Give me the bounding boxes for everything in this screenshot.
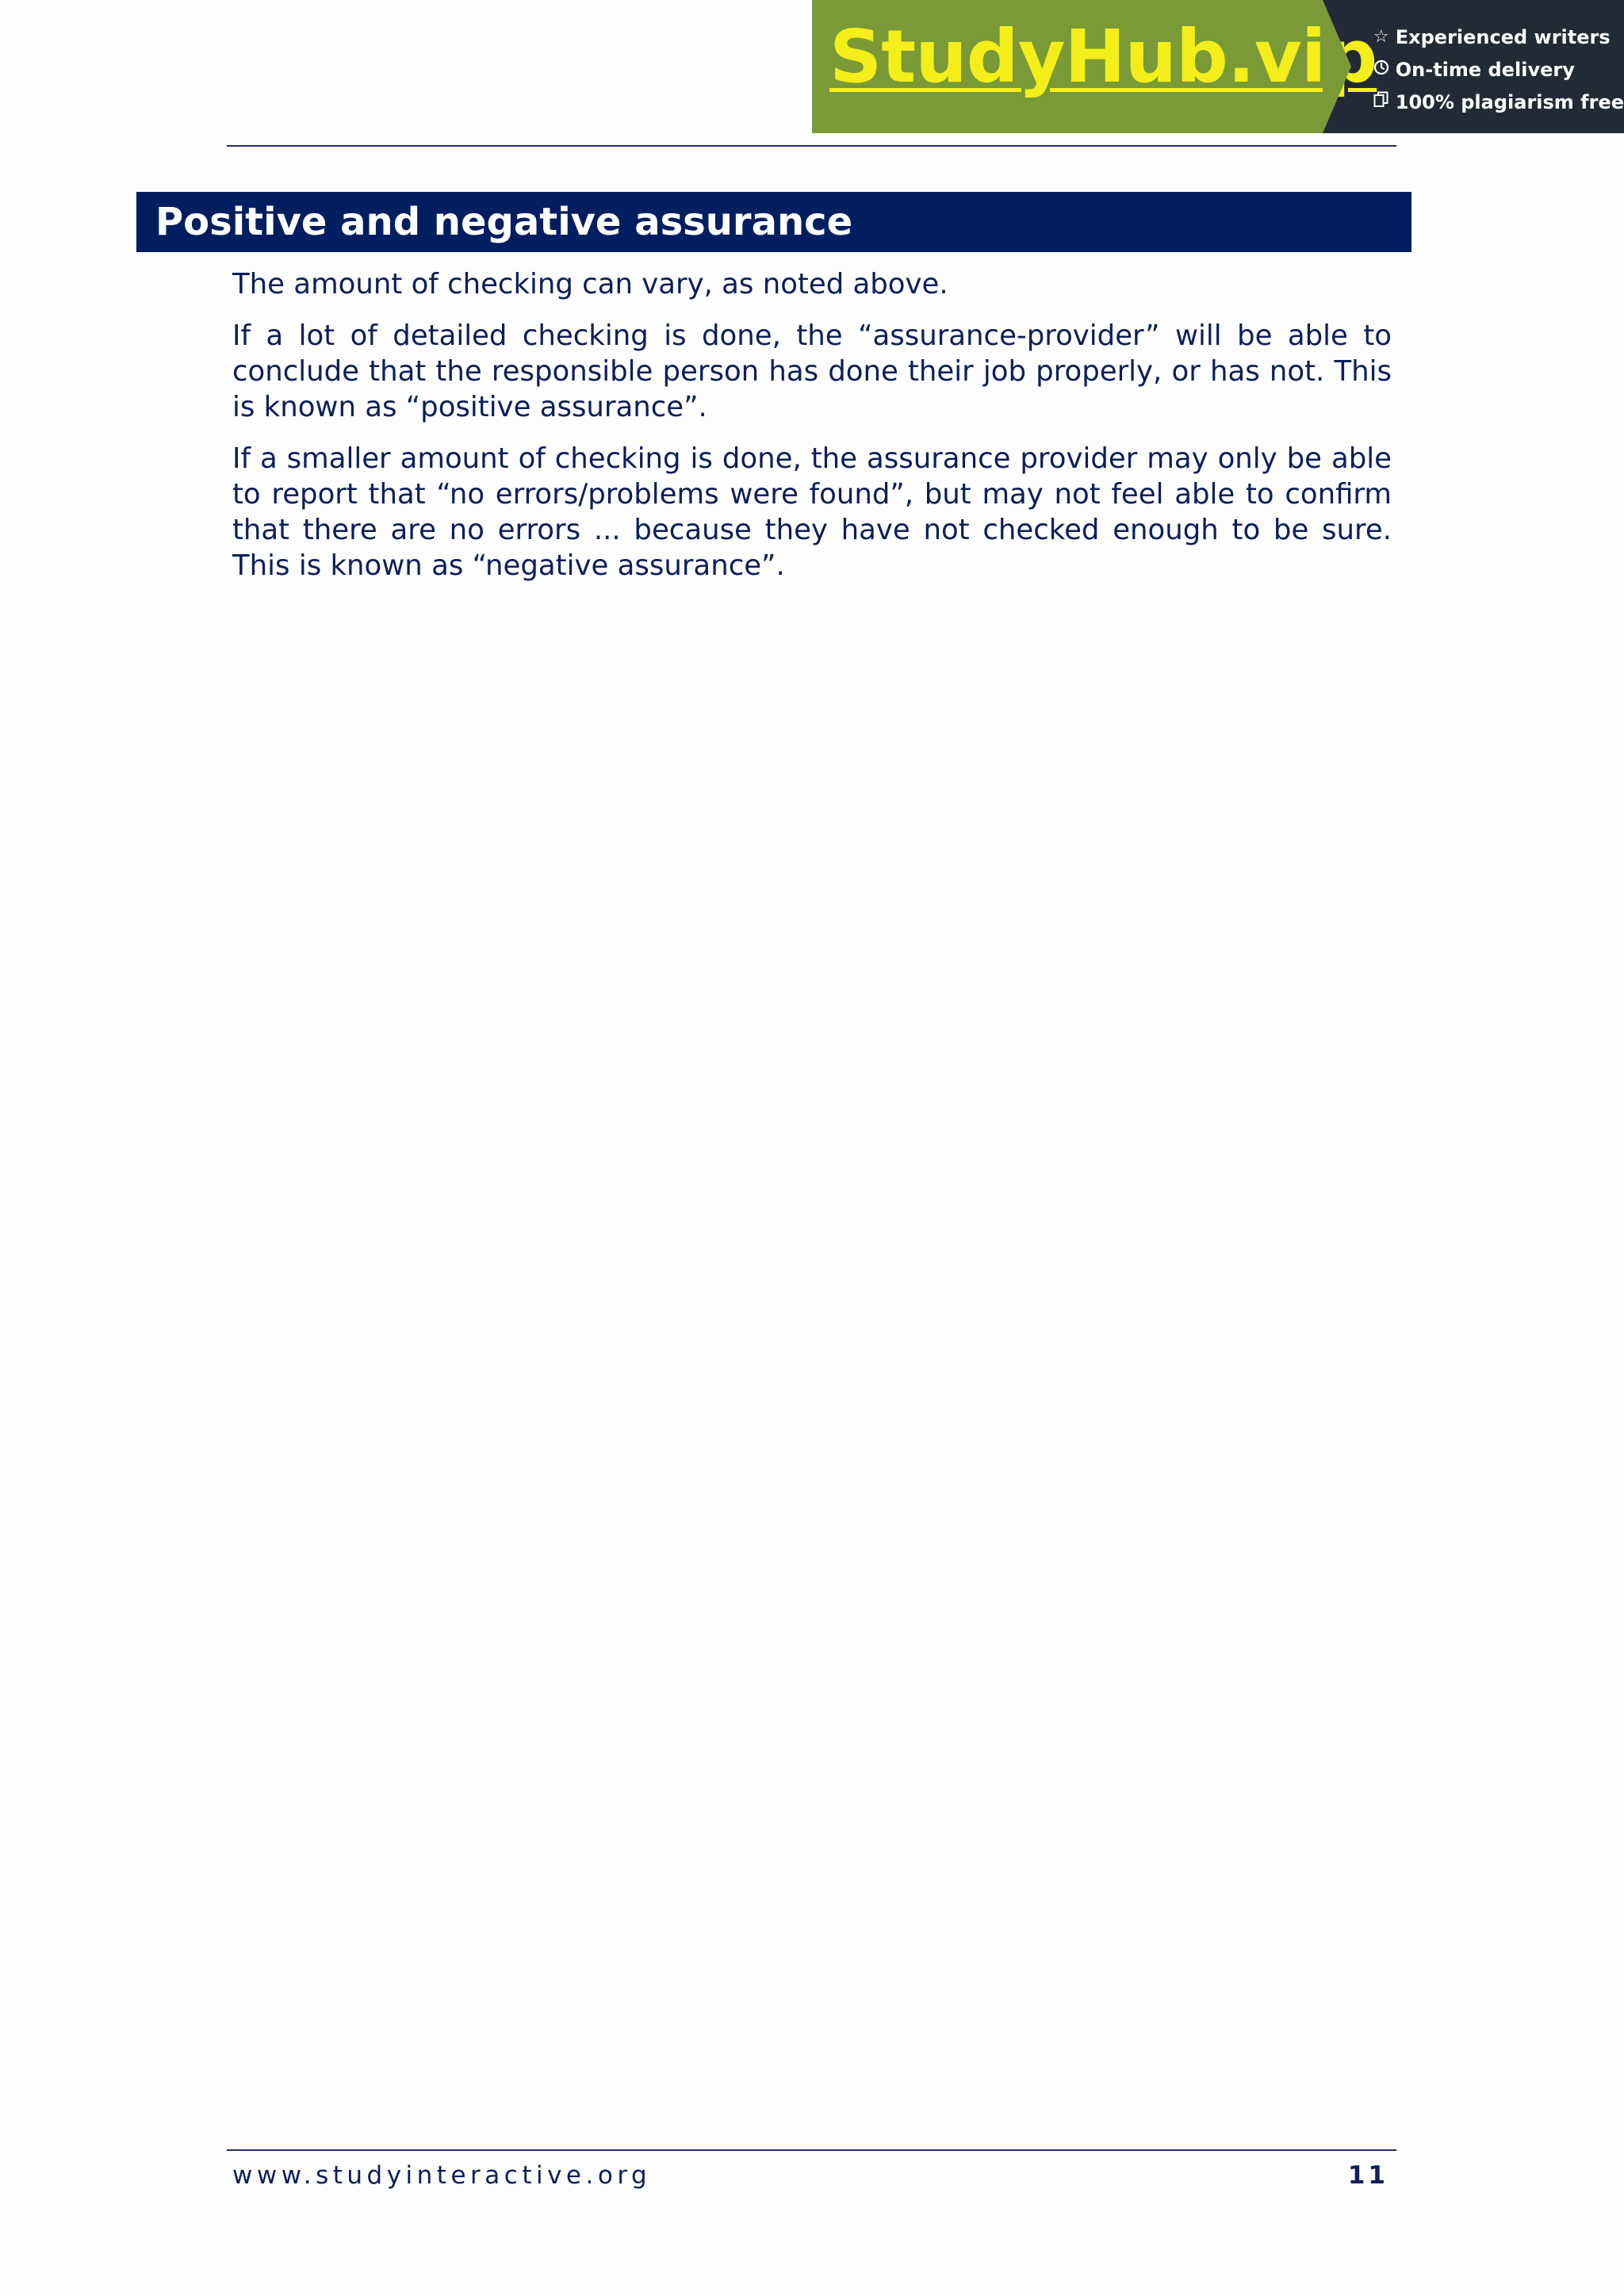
studyhub-banner[interactable] [812,0,1624,133]
feature-on-time-delivery [1372,53,1624,86]
section-heading: Positive and negative assurance [155,200,853,244]
feature-label: 100% plagiarism free [1395,90,1624,113]
feature-label: On-time delivery [1395,58,1575,81]
banner-logo-panel [812,0,1377,133]
section-body [232,266,1392,599]
paragraph: If a smaller amount of checking is done, the assurance provider may only be able to report that “no errors/problems were found”, but may not feel able to confirm that there are no errors ... because they have not checked enough to be sure. This is known as “negative assurance”. [232,442,1392,582]
star-icon: ☆ [1373,27,1389,47]
footer-divider [227,2149,1396,2151]
paragraph: If a lot of detailed checking is done, the “assurance-provider” will be able to conclude that the responsible person has done their job properly, or has not. This is known as “positive assurance”. [232,320,1392,423]
studyhub-logo: StudyHub.vip [829,14,1377,99]
section-heading-bar [136,192,1411,252]
feature-plagiarism-free [1372,86,1624,118]
page-number: 11 [1347,2161,1388,2190]
banner-arrow-shape [1323,0,1351,133]
feature-experienced-writers [1372,21,1624,53]
header-divider [227,145,1396,147]
feature-label: Experienced writers [1395,25,1611,48]
paragraph: The amount of checking can vary, as noted above. [232,268,948,300]
footer-url: www.studyinteractive.org [232,2161,652,2190]
